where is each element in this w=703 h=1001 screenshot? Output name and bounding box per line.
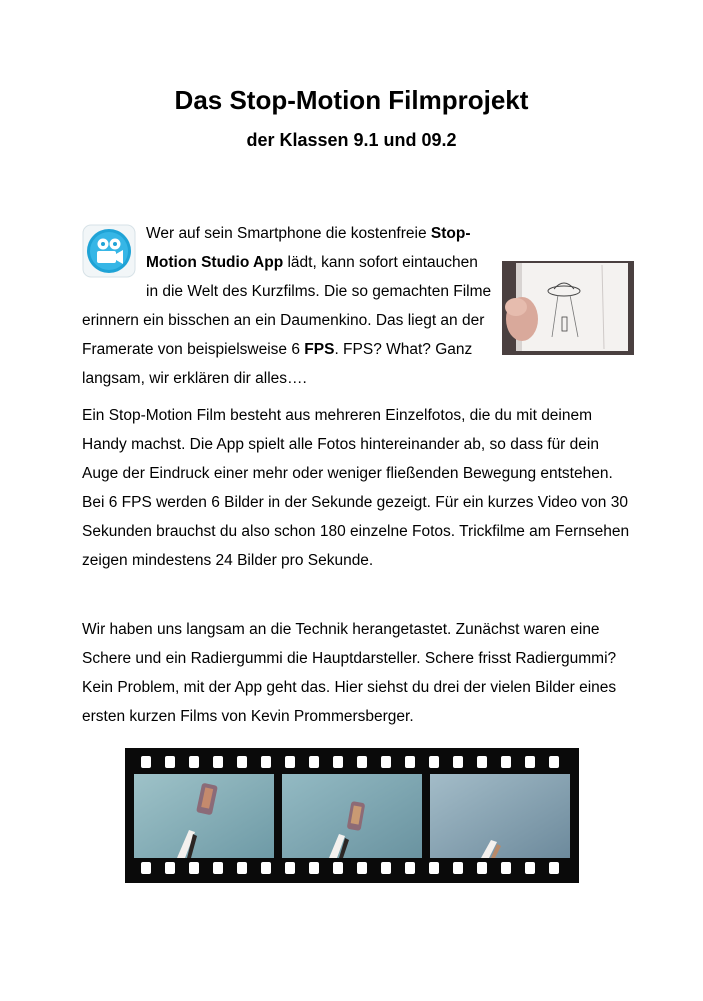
paragraph-technique: Ein Stop-Motion Film besteht aus mehreren Einzelfotos, die du mit deinem Handy machst. Die App spielt alle Fotos hintereinander ab, so dass für dein Auge der Eindruck einer mehr oder weniger fließenden Bewegung entstehen. Bei 6 FPS werden 6 Bilder in der Sekunde gezeigt. Für ein kurzes Video von 30 Sekunden brauchst du also schon 180 einzelne Fotos. Trickfilme am Fernsehen zeigen mindestens 24 Bilder pro Sekunde. [82,407,630,569]
flipbook-image [502,261,634,355]
intro-paragraph [82,219,634,393]
film-frame-3 [430,774,570,858]
camera-app-icon [82,224,136,278]
film-frame-1 [134,774,274,858]
app-name: Stop-Motion Studio App [146,225,471,271]
paragraph-experiment: Wir haben uns langsam an die Technik herangetastet. Zunächst waren eine Schere und ein Radiergummi die Hauptdarsteller. Schere frisst Radiergummi? Kein Problem, mit der App geht das. Hier siehst du drei der vielen Bilder eines ersten kurzen Films von Kevin Prommersberger. [82,621,617,725]
page-title: Das Stop-Motion Filmprojekt [174,85,529,115]
filmstrip-image [125,748,579,883]
fps-term: FPS [304,341,335,358]
film-frame-2 [282,774,422,858]
page-subtitle: der Klassen 9.1 und 09.2 [246,130,457,150]
intro-text-part2: lädt, kann sofort eintauchen in die Welt des Kurzfilms. Die so gemachten Filme erinnern ein bisschen an ein Daumenkino. Das liegt an der Framerate von beispielsweise 6 [82,254,492,358]
intro-text-part3: . FPS? What? Ganz langsam, wir erklären dir alles…. [82,341,473,387]
intro-text-part1: Wer auf sein Smartphone die kostenfreie [146,225,431,242]
